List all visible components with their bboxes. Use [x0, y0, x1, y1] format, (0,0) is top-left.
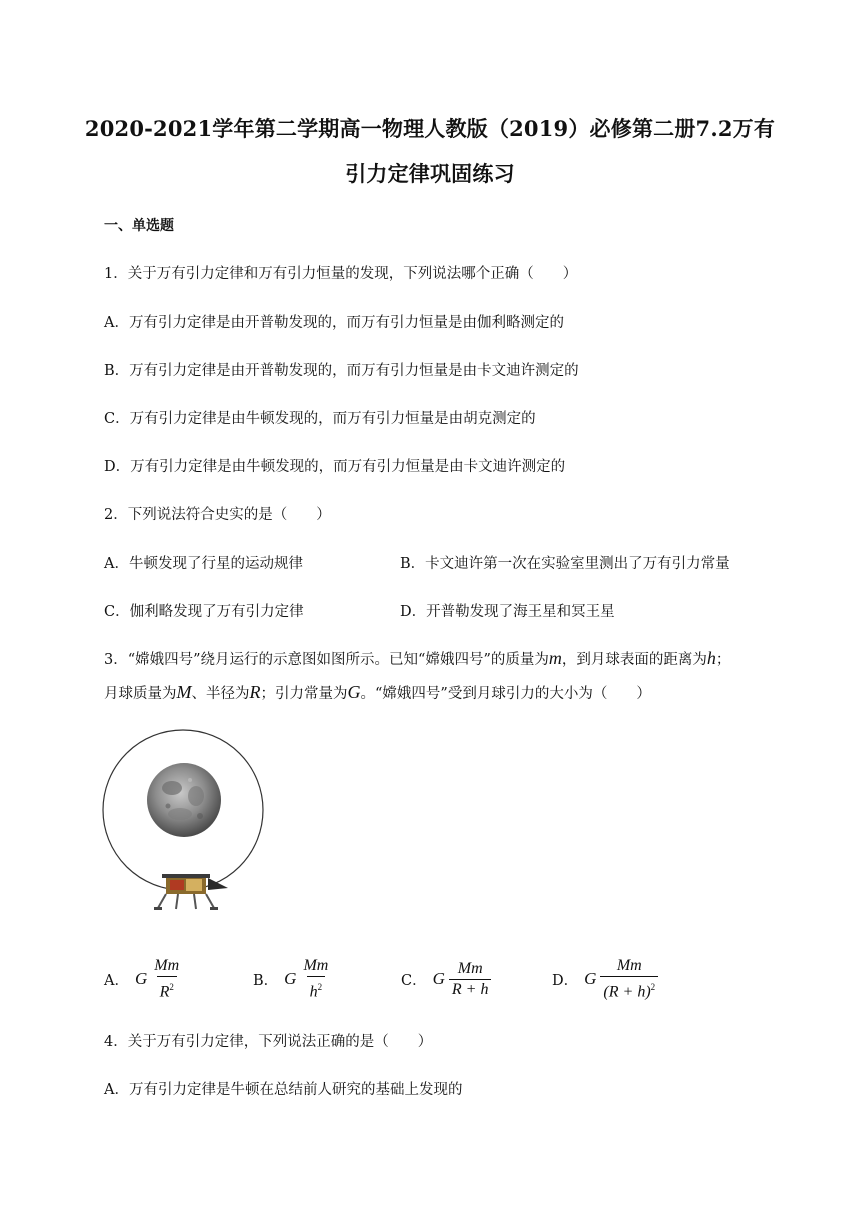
document-title-line-2: 引力定律巩固练习: [345, 161, 515, 186]
fraction-denominator: [600, 976, 658, 1001]
question-1-option-b: B．万有引力定律是由开普勒发现的，而万有引力恒量是由卡文迪许测定的: [104, 363, 579, 379]
fraction-denominator: [449, 979, 492, 999]
question-3-text: 。“嫦娥四号”受到月球引力的大小为（ ）: [360, 686, 651, 702]
fraction-numerator: Mm: [616, 956, 642, 974]
lunar-probe-image: [154, 874, 228, 910]
question-3-option-d: [552, 956, 658, 1002]
question-3-text: 月球质量为: [104, 686, 177, 702]
formula-constant: G: [134, 969, 148, 988]
question-1-option-a: A．万有引力定律是由开普勒发现的，而万有引力恒量是由伽利略测定的: [104, 315, 564, 331]
question-3-text: ；: [715, 652, 731, 668]
question-1-stem: 1．关于万有引力定律和万有引力恒量的发现，下列说法哪个正确（ ）: [104, 266, 578, 282]
denominator-exponent: 2: [169, 981, 174, 992]
formula-constant: G: [284, 969, 297, 988]
section-heading: 一、单选题: [104, 218, 174, 234]
fraction-numerator: Mm: [154, 956, 180, 974]
fraction-numerator: Mm: [457, 959, 483, 977]
question-4-stem: 4．关于万有引力定律，下列说法正确的是（ ）: [104, 1034, 433, 1050]
option-label: A．: [104, 972, 129, 989]
fraction-numerator: Mm: [303, 956, 329, 974]
variable-M: M: [176, 682, 192, 702]
question-3-option-c: [401, 956, 491, 1002]
denominator-base: (R + h): [603, 983, 651, 1001]
question-1-option-c: C．万有引力定律是由牛顿发现的，而万有引力恒量是由胡克测定的: [104, 411, 536, 427]
document-title-line-1: 2020-2021学年第二学期高一物理人教版（2019）必修第二册7.2万有: [84, 116, 776, 141]
question-4-option-a: A．万有引力定律是牛顿在总结前人研究的基础上发现的: [104, 1082, 463, 1098]
formula-constant: G: [432, 969, 445, 988]
option-label: C．: [401, 972, 427, 989]
question-3-text: 3．“嫦娥四号”绕月运行的示意图如图所示。已知“嫦娥四号”的质量为: [104, 652, 549, 668]
fraction-denominator: [307, 976, 326, 1001]
fraction-denominator: [157, 976, 177, 1001]
orbit-diagram: [100, 728, 266, 914]
question-2-option-a: A．牛顿发现了行星的运动规律: [104, 556, 303, 572]
question-3-stem-line-1: [104, 648, 730, 669]
question-2-option-c: C．伽利略发现了万有引力定律: [104, 604, 304, 620]
formula-fraction: [449, 960, 492, 999]
formula-fraction: [300, 957, 331, 1001]
formula-fraction: [151, 957, 182, 1001]
denominator-base: h: [309, 983, 318, 1001]
variable-h: h: [706, 648, 716, 668]
question-1-option-d: D．万有引力定律是由牛顿发现的，而万有引力恒量是由卡文迪许测定的: [104, 459, 566, 475]
question-3-text: ；引力常量为: [260, 686, 348, 702]
option-label: B．: [253, 972, 279, 989]
denominator-exponent: 2: [317, 981, 323, 992]
variable-m: m: [548, 648, 562, 668]
option-label: D．: [552, 972, 579, 989]
variable-G: G: [347, 682, 361, 702]
question-3-text: 、半径为: [191, 686, 250, 702]
question-2-option-b: B．卡文迪许第一次在实验室里测出了万有引力常量: [400, 556, 730, 572]
denominator-base: R + h: [451, 980, 489, 998]
question-2-stem: 2．下列说法符合史实的是（ ）: [104, 507, 331, 523]
variable-R: R: [249, 682, 261, 702]
formula-fraction: [600, 957, 658, 1001]
question-3-option-b: [253, 956, 331, 1002]
question-3-text: ，到月球表面的距离为: [561, 652, 707, 668]
denominator-base: R: [159, 983, 170, 1001]
denominator-exponent: 2: [650, 981, 656, 992]
question-3-stem-line-2: [104, 682, 651, 703]
question-2-option-d: D．开普勒发现了海王星和冥王星: [400, 604, 615, 620]
question-3-option-a: [104, 956, 182, 1002]
formula-constant: G: [584, 969, 597, 988]
moon-image: [147, 763, 221, 837]
